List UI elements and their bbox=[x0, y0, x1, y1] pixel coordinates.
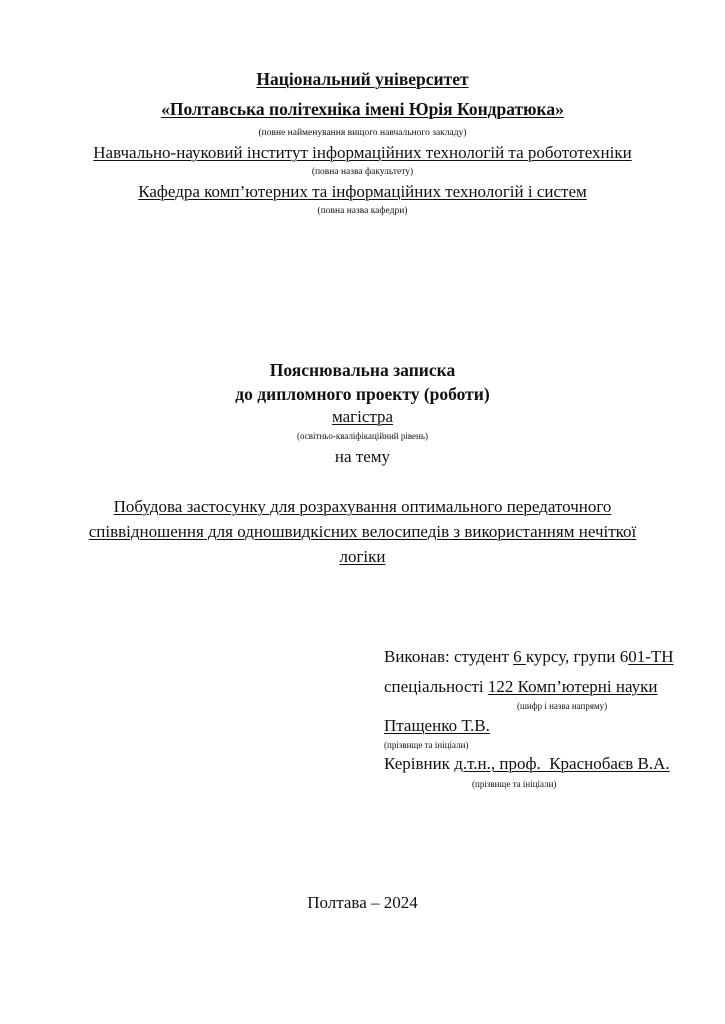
degree-caption: (освітньо-кваліфікаційний рівень) bbox=[297, 431, 428, 441]
department-caption: (повна назва кафедри) bbox=[317, 206, 408, 216]
specialty-caption: (шифр і назва напряму) bbox=[517, 701, 608, 711]
topic-line1 bbox=[0, 497, 725, 517]
on-topic-label: на тему bbox=[334, 447, 391, 466]
degree-text: магістра bbox=[331, 407, 394, 426]
specialty-line bbox=[384, 677, 658, 697]
doc-type-line2: до дипломного проекту (роботи) bbox=[235, 384, 490, 404]
course-suffix: курсу, групи 6 bbox=[525, 647, 629, 666]
group-value: 01-ТН bbox=[628, 647, 674, 666]
course-value: 6 bbox=[513, 647, 526, 666]
university-name-line2 bbox=[0, 99, 725, 120]
degree-line bbox=[0, 407, 725, 427]
university-caption: (повне найменування вищого навчального закладу) bbox=[258, 128, 467, 138]
doc-type-line1: Пояснювальна записка bbox=[269, 360, 456, 380]
specialty-value: 122 Комп’ютерні науки bbox=[487, 677, 658, 696]
topic-text-3: логіки bbox=[339, 547, 386, 566]
university-full-name-text: «Полтавська політехніка імені Юрія Кондратюка» bbox=[161, 99, 564, 119]
student-name-line bbox=[384, 716, 490, 736]
specialty-prefix: спеціальності bbox=[384, 677, 488, 696]
topic-line2 bbox=[0, 522, 725, 542]
faculty-text: Навчально-науковий інститут інформаційних технологій та робототехніки bbox=[93, 143, 632, 162]
student-caption: (прізвище та ініціали) bbox=[384, 740, 469, 750]
topic-text-1: Побудова застосунку для розрахування оптимального передаточного bbox=[113, 497, 612, 516]
university-name-line1 bbox=[0, 69, 725, 90]
department-line bbox=[0, 182, 725, 202]
topic-line3 bbox=[0, 547, 725, 567]
university-name-text: Національний університет bbox=[256, 69, 469, 89]
department-text: Кафедра комп’ютерних та інформаційних технологій і систем bbox=[138, 182, 587, 201]
city-year: Полтава – 2024 bbox=[307, 893, 418, 912]
student-name: Птащенко Т.В. bbox=[384, 716, 490, 735]
faculty-caption: (повна назва факультету) bbox=[311, 167, 414, 177]
supervisor-line bbox=[384, 754, 670, 774]
topic-text-2: співвідношення для одношвидкісних велосипедів з використанням нечіткої bbox=[88, 522, 637, 541]
performed-prefix: Виконав: студент bbox=[384, 647, 514, 666]
supervisor-caption: (прізвище та ініціали) bbox=[472, 779, 557, 789]
faculty-line bbox=[0, 143, 725, 163]
supervisor-prefix: Керівник bbox=[384, 754, 455, 773]
supervisor-value: д.т.н., проф. Краснобаєв В.А. bbox=[454, 754, 670, 773]
performed-by-line bbox=[384, 647, 674, 667]
